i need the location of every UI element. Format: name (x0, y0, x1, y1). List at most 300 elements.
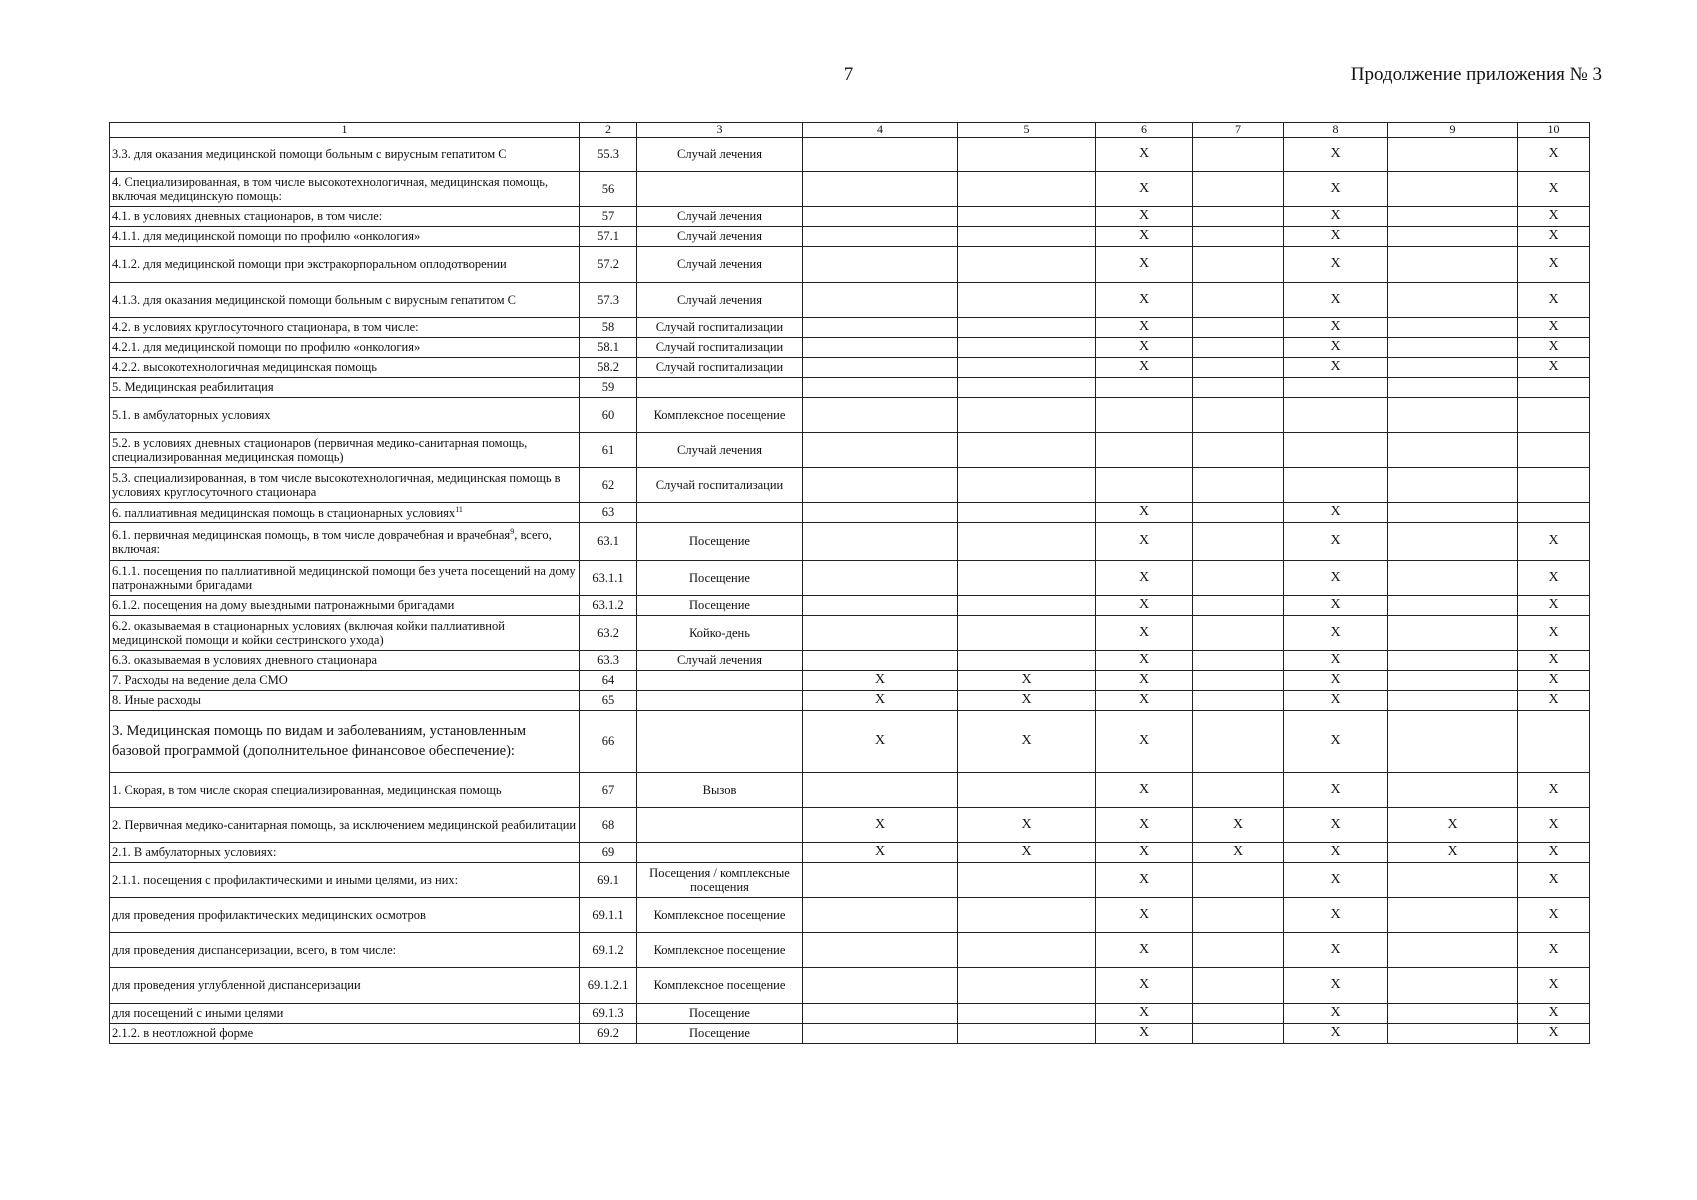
value-cell-c6: Х (1096, 172, 1193, 207)
value-cell-c10: Х (1518, 843, 1590, 863)
row-name: 6.2. оказываемая в стационарных условиях (включая койки паллиативной медицинской помощи и койки сестринского ухода) (112, 618, 505, 647)
table-row (110, 247, 1590, 283)
row-name-cell (110, 933, 580, 968)
value-cell-c4 (803, 138, 958, 172)
value-cell-c7 (1193, 247, 1284, 283)
value-cell-c8: Х (1284, 843, 1388, 863)
value-cell-c7 (1193, 283, 1284, 318)
value-cell-c9 (1388, 863, 1518, 898)
row-name-cell (110, 227, 580, 247)
value-cell-c7 (1193, 338, 1284, 358)
row-code: 63.1 (580, 523, 637, 561)
value-cell-c6: Х (1096, 247, 1193, 283)
value-cell-c8: Х (1284, 338, 1388, 358)
row-name: для проведения профилактических медицинских осмотров (112, 907, 426, 922)
value-cell-c6: Х (1096, 596, 1193, 616)
value-cell-c7 (1193, 671, 1284, 691)
value-cell-c4 (803, 172, 958, 207)
value-cell-c8: Х (1284, 1004, 1388, 1024)
value-cell-c10: Х (1518, 247, 1590, 283)
value-cell-c9 (1388, 433, 1518, 468)
row-name: для посещений с иными целями (112, 1006, 284, 1021)
row-unit: Вызов (637, 773, 803, 808)
value-cell-c5: Х (958, 671, 1096, 691)
row-name-cell (110, 808, 580, 843)
row-code: 58.1 (580, 338, 637, 358)
row-unit: Комплексное посещение (637, 898, 803, 933)
row-code: 67 (580, 773, 637, 808)
value-cell-c6: Х (1096, 671, 1193, 691)
value-cell-c10: Х (1518, 227, 1590, 247)
value-cell-c7 (1193, 378, 1284, 398)
value-cell-c9 (1388, 398, 1518, 433)
row-unit: Случай лечения (637, 651, 803, 671)
value-cell-c8: Х (1284, 1024, 1388, 1044)
value-cell-c8: Х (1284, 227, 1388, 247)
table-row (110, 671, 1590, 691)
row-name: 1. Скорая, в том числе скорая специализированная, медицинская помощь (112, 782, 502, 797)
value-cell-c6: Х (1096, 318, 1193, 338)
row-name: для проведения диспансеризации, всего, в том числе: (112, 942, 397, 957)
row-name-cell (110, 468, 580, 503)
table-row (110, 691, 1590, 711)
value-cell-c10: Х (1518, 207, 1590, 227)
value-cell-c10: Х (1518, 773, 1590, 808)
table-row (110, 711, 1590, 773)
value-cell-c10 (1518, 378, 1590, 398)
footnote-ref: 11 (455, 504, 463, 514)
row-unit (637, 503, 803, 523)
value-cell-c7 (1193, 1024, 1284, 1044)
value-cell-c4: Х (803, 843, 958, 863)
value-cell-c9: Х (1388, 843, 1518, 863)
value-cell-c8: Х (1284, 898, 1388, 933)
value-cell-c5 (958, 561, 1096, 596)
row-unit: Комплексное посещение (637, 968, 803, 1004)
value-cell-c4 (803, 468, 958, 503)
value-cell-c9 (1388, 596, 1518, 616)
value-cell-c4: Х (803, 691, 958, 711)
value-cell-c8: Х (1284, 503, 1388, 523)
table-row (110, 172, 1590, 207)
value-cell-c7: Х (1193, 808, 1284, 843)
header-row (110, 123, 1590, 138)
value-cell-c7 (1193, 711, 1284, 773)
value-cell-c9 (1388, 468, 1518, 503)
header-cell: 9 (1388, 123, 1518, 138)
row-name: 4. Специализированная, в том числе высокотехнологичная, медицинская помощь, включая медицинскую помощь: (112, 174, 549, 203)
row-code: 56 (580, 172, 637, 207)
row-unit: Случай госпитализации (637, 358, 803, 378)
row-code: 69.1.2 (580, 933, 637, 968)
row-unit: Посещение (637, 1024, 803, 1044)
value-cell-c6: Х (1096, 338, 1193, 358)
row-code: 65 (580, 691, 637, 711)
table-row (110, 338, 1590, 358)
row-name-cell (110, 358, 580, 378)
value-cell-c5 (958, 172, 1096, 207)
row-name: 2.1. В амбулаторных условиях: (112, 845, 277, 860)
table-row (110, 283, 1590, 318)
page-number: 7 (843, 64, 854, 85)
value-cell-c4 (803, 898, 958, 933)
value-cell-c9 (1388, 523, 1518, 561)
row-unit (637, 378, 803, 398)
row-name-cell (110, 773, 580, 808)
row-unit: Посещение (637, 561, 803, 596)
value-cell-c8: Х (1284, 651, 1388, 671)
row-name: 5.3. специализированная, в том числе высокотехнологичная, медицинская помощь в условиях круглосуточного стационара (112, 470, 561, 499)
row-name: 4.1. в условиях дневных стационаров, в том числе: (112, 209, 383, 224)
value-cell-c6 (1096, 398, 1193, 433)
row-name-cell (110, 523, 580, 561)
value-cell-c7 (1193, 773, 1284, 808)
row-unit: Случай госпитализации (637, 468, 803, 503)
value-cell-c7 (1193, 468, 1284, 503)
row-code: 63.1.1 (580, 561, 637, 596)
row-name-cell (110, 671, 580, 691)
table-row (110, 808, 1590, 843)
header-cell: 1 (110, 123, 580, 138)
value-cell-c8: Х (1284, 207, 1388, 227)
table-row (110, 596, 1590, 616)
row-name-cell (110, 561, 580, 596)
value-cell-c6: Х (1096, 691, 1193, 711)
value-cell-c8: Х (1284, 283, 1388, 318)
value-cell-c9 (1388, 968, 1518, 1004)
table-row (110, 1024, 1590, 1044)
value-cell-c9 (1388, 711, 1518, 773)
value-cell-c9 (1388, 227, 1518, 247)
header-cell: 3 (637, 123, 803, 138)
value-cell-c4 (803, 651, 958, 671)
header-cell: 6 (1096, 123, 1193, 138)
value-cell-c4 (803, 433, 958, 468)
value-cell-c5 (958, 523, 1096, 561)
row-code: 69.1.2.1 (580, 968, 637, 1004)
value-cell-c9 (1388, 503, 1518, 523)
table-row (110, 843, 1590, 863)
value-cell-c9 (1388, 283, 1518, 318)
value-cell-c7 (1193, 207, 1284, 227)
row-code: 60 (580, 398, 637, 433)
value-cell-c6: Х (1096, 503, 1193, 523)
value-cell-c5 (958, 338, 1096, 358)
row-code: 61 (580, 433, 637, 468)
value-cell-c9 (1388, 358, 1518, 378)
value-cell-c7 (1193, 358, 1284, 378)
row-code: 69.1 (580, 863, 637, 898)
value-cell-c4: Х (803, 808, 958, 843)
row-name: 3.3. для оказания медицинской помощи больным с вирусным гепатитом С (112, 147, 507, 162)
row-unit (637, 843, 803, 863)
row-name-cell (110, 596, 580, 616)
value-cell-c9 (1388, 138, 1518, 172)
value-cell-c6: Х (1096, 283, 1193, 318)
row-name-tail: , всего, включая: (112, 527, 552, 557)
row-name-cell (110, 843, 580, 863)
value-cell-c7 (1193, 503, 1284, 523)
row-name: 5.2. в условиях дневных стационаров (первичная медико-санитарная помощь, специализированная медицинская помощь) (112, 435, 528, 464)
value-cell-c7 (1193, 227, 1284, 247)
value-cell-c5 (958, 247, 1096, 283)
row-name: 6.1.1. посещения по паллиативной медицинской помощи без учета посещений на дому патронажными бригадами (112, 563, 576, 592)
row-name: 6.1.2. посещения на дому выездными патронажными бригадами (112, 598, 455, 613)
row-unit: Случай госпитализации (637, 318, 803, 338)
row-name-cell (110, 691, 580, 711)
value-cell-c4 (803, 596, 958, 616)
page-caption: Продолжение приложения № 3 (1350, 64, 1602, 85)
row-unit: Случай госпитализации (637, 338, 803, 358)
header-cell: 2 (580, 123, 637, 138)
value-cell-c4 (803, 247, 958, 283)
row-name-cell (110, 616, 580, 651)
value-cell-c10 (1518, 468, 1590, 503)
row-unit: Комплексное посещение (637, 933, 803, 968)
value-cell-c5: Х (958, 843, 1096, 863)
value-cell-c7: Х (1193, 843, 1284, 863)
row-unit: Случай лечения (637, 138, 803, 172)
value-cell-c6: Х (1096, 863, 1193, 898)
value-cell-c7 (1193, 318, 1284, 338)
value-cell-c5 (958, 968, 1096, 1004)
value-cell-c5 (958, 863, 1096, 898)
value-cell-c5 (958, 933, 1096, 968)
value-cell-c4 (803, 1024, 958, 1044)
value-cell-c8: Х (1284, 808, 1388, 843)
footnote-ref: 9 (510, 526, 515, 536)
value-cell-c7 (1193, 968, 1284, 1004)
row-unit: Случай лечения (637, 207, 803, 227)
value-cell-c7 (1193, 172, 1284, 207)
row-name: 5.1. в амбулаторных условиях (112, 407, 271, 422)
table-row (110, 523, 1590, 561)
table-row (110, 651, 1590, 671)
value-cell-c10: Х (1518, 318, 1590, 338)
value-cell-c9 (1388, 1024, 1518, 1044)
row-name-cell (110, 247, 580, 283)
row-name: 6.3. оказываемая в условиях дневного стационара (112, 653, 378, 668)
value-cell-c4 (803, 968, 958, 1004)
row-code: 63.1.2 (580, 596, 637, 616)
value-cell-c10: Х (1518, 933, 1590, 968)
value-cell-c8: Х (1284, 138, 1388, 172)
row-name-cell (110, 138, 580, 172)
row-code: 58.2 (580, 358, 637, 378)
value-cell-c10: Х (1518, 1024, 1590, 1044)
value-cell-c6: Х (1096, 207, 1193, 227)
value-cell-c10: Х (1518, 523, 1590, 561)
value-cell-c5 (958, 898, 1096, 933)
value-cell-c8: Х (1284, 863, 1388, 898)
value-cell-c4 (803, 616, 958, 651)
value-cell-c8 (1284, 398, 1388, 433)
value-cell-c8 (1284, 468, 1388, 503)
row-name-cell (110, 207, 580, 227)
row-name: 5. Медицинская реабилитация (112, 380, 274, 395)
value-cell-c7 (1193, 691, 1284, 711)
value-cell-c8: Х (1284, 596, 1388, 616)
value-cell-c10: Х (1518, 616, 1590, 651)
table-row (110, 227, 1590, 247)
value-cell-c6 (1096, 378, 1193, 398)
table-row (110, 378, 1590, 398)
value-cell-c7 (1193, 523, 1284, 561)
table-row (110, 358, 1590, 378)
row-unit: Посещение (637, 1004, 803, 1024)
value-cell-c4 (803, 318, 958, 338)
row-code: 59 (580, 378, 637, 398)
value-cell-c5 (958, 318, 1096, 338)
value-cell-c8: Х (1284, 968, 1388, 1004)
value-cell-c10: Х (1518, 138, 1590, 172)
row-unit: Посещения / комплексные посещения (637, 863, 803, 898)
value-cell-c7 (1193, 138, 1284, 172)
value-cell-c5 (958, 358, 1096, 378)
row-unit: Койко-день (637, 616, 803, 651)
row-unit (637, 711, 803, 773)
value-cell-c8: Х (1284, 616, 1388, 651)
value-cell-c10: Х (1518, 651, 1590, 671)
value-cell-c4 (803, 358, 958, 378)
row-code: 57.1 (580, 227, 637, 247)
value-cell-c5 (958, 773, 1096, 808)
row-code: 55.3 (580, 138, 637, 172)
value-cell-c10: Х (1518, 358, 1590, 378)
value-cell-c9 (1388, 616, 1518, 651)
row-name-cell (110, 1004, 580, 1024)
value-cell-c6 (1096, 433, 1193, 468)
value-cell-c5 (958, 398, 1096, 433)
value-cell-c4 (803, 561, 958, 596)
row-name: 2.1.2. в неотложной форме (112, 1026, 254, 1041)
row-name-cell (110, 503, 580, 523)
row-name-cell (110, 711, 580, 773)
row-name: 4.2.2. высокотехнологичная медицинская помощь (112, 360, 377, 375)
value-cell-c7 (1193, 863, 1284, 898)
row-name-cell (110, 378, 580, 398)
row-code: 66 (580, 711, 637, 773)
value-cell-c10: Х (1518, 561, 1590, 596)
value-cell-c4 (803, 503, 958, 523)
value-cell-c7 (1193, 1004, 1284, 1024)
row-name-cell (110, 898, 580, 933)
value-cell-c6: Х (1096, 711, 1193, 773)
row-unit: Посещение (637, 523, 803, 561)
value-cell-c4 (803, 283, 958, 318)
row-code: 69 (580, 843, 637, 863)
row-unit: Случай лечения (637, 227, 803, 247)
value-cell-c4 (803, 773, 958, 808)
row-code: 57.3 (580, 283, 637, 318)
row-code: 63.3 (580, 651, 637, 671)
value-cell-c9 (1388, 378, 1518, 398)
table-row (110, 1004, 1590, 1024)
row-name: 4.2.1. для медицинской помощи по профилю «онкология» (112, 340, 421, 355)
row-name-cell (110, 283, 580, 318)
table-row (110, 616, 1590, 651)
row-code: 69.2 (580, 1024, 637, 1044)
value-cell-c4 (803, 933, 958, 968)
row-name: 7. Расходы на ведение дела СМО (112, 673, 288, 688)
value-cell-c4 (803, 863, 958, 898)
value-cell-c7 (1193, 616, 1284, 651)
row-unit (637, 691, 803, 711)
value-cell-c10: Х (1518, 283, 1590, 318)
value-cell-c5 (958, 207, 1096, 227)
row-name: 3. Медицинская помощь по видам и заболеваниям, установленным базовой программой (дополнительное финансовое обеспечение): (112, 722, 527, 759)
value-cell-c7 (1193, 433, 1284, 468)
row-code: 63 (580, 503, 637, 523)
row-name: 8. Иные расходы (112, 693, 201, 708)
value-cell-c10: Х (1518, 863, 1590, 898)
value-cell-c8: Х (1284, 318, 1388, 338)
row-code: 64 (580, 671, 637, 691)
value-cell-c4 (803, 523, 958, 561)
value-cell-c5 (958, 1024, 1096, 1044)
value-cell-c9 (1388, 207, 1518, 227)
value-cell-c10 (1518, 711, 1590, 773)
value-cell-c9 (1388, 318, 1518, 338)
value-cell-c8: Х (1284, 671, 1388, 691)
value-cell-c8: Х (1284, 773, 1388, 808)
row-code: 62 (580, 468, 637, 503)
table-row (110, 773, 1590, 808)
row-name: 4.1.3. для оказания медицинской помощи больным с вирусным гепатитом С (112, 292, 516, 307)
table-row (110, 503, 1590, 523)
row-name-cell (110, 433, 580, 468)
value-cell-c10: Х (1518, 596, 1590, 616)
value-cell-c6: Х (1096, 616, 1193, 651)
value-cell-c7 (1193, 933, 1284, 968)
value-cell-c8: Х (1284, 172, 1388, 207)
row-name-cell (110, 318, 580, 338)
row-code: 58 (580, 318, 637, 338)
value-cell-c5 (958, 503, 1096, 523)
value-cell-c5 (958, 616, 1096, 651)
row-name-cell (110, 651, 580, 671)
row-name-cell (110, 398, 580, 433)
table-row (110, 433, 1590, 468)
table-row (110, 898, 1590, 933)
value-cell-c8 (1284, 433, 1388, 468)
value-cell-c5: Х (958, 711, 1096, 773)
row-name-cell (110, 968, 580, 1004)
value-cell-c7 (1193, 398, 1284, 433)
value-cell-c9 (1388, 338, 1518, 358)
value-cell-c8: Х (1284, 933, 1388, 968)
value-cell-c10: Х (1518, 1004, 1590, 1024)
value-cell-c5 (958, 227, 1096, 247)
value-cell-c10 (1518, 433, 1590, 468)
row-unit: Случай лечения (637, 247, 803, 283)
value-cell-c10: Х (1518, 338, 1590, 358)
row-name-cell (110, 338, 580, 358)
header-cell: 4 (803, 123, 958, 138)
value-cell-c5 (958, 651, 1096, 671)
value-cell-c8: Х (1284, 523, 1388, 561)
header-cell: 8 (1284, 123, 1388, 138)
row-unit: Случай лечения (637, 433, 803, 468)
value-cell-c9: Х (1388, 808, 1518, 843)
table-row (110, 468, 1590, 503)
value-cell-c5 (958, 596, 1096, 616)
row-code: 69.1.3 (580, 1004, 637, 1024)
value-cell-c4: Х (803, 671, 958, 691)
table-row (110, 561, 1590, 596)
value-cell-c6: Х (1096, 138, 1193, 172)
table-row (110, 968, 1590, 1004)
